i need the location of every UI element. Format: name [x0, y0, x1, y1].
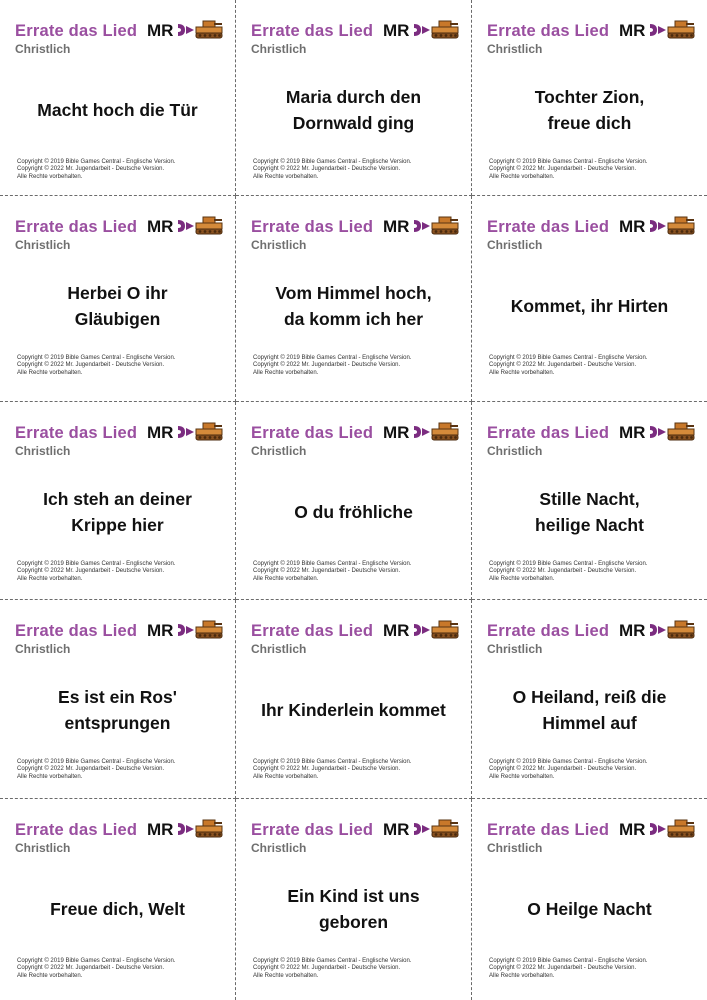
song-title-line: Krippe hier	[71, 515, 164, 535]
copyright-line: Copyright © 2022 Mr. Jugendarbeit - Deutsche Version.	[17, 362, 165, 369]
copyright-line: Copyright © 2022 Mr. Jugendarbeit - Deutsche Version.	[489, 166, 637, 173]
song-title-text	[294, 499, 413, 525]
category-label: Christlich	[251, 444, 307, 458]
mr-logo-icon	[383, 21, 433, 39]
copyright-line: Copyright © 2019 Bible Games Central - Englische Version.	[253, 958, 412, 964]
copyright-line: Copyright © 2019 Bible Games Central - Englische Version.	[489, 759, 648, 765]
copyright-line: Alle Rechte vorbehalten.	[17, 773, 83, 780]
category-label: Christlich	[251, 42, 307, 56]
copyright-line: Alle Rechte vorbehalten.	[17, 972, 83, 979]
song-title-line: Himmel auf	[542, 713, 637, 733]
logo-text: MR	[147, 217, 174, 235]
copyright-line: Copyright © 2022 Mr. Jugendarbeit - Deutsche Version.	[17, 166, 165, 173]
category-label: Christlich	[487, 642, 543, 656]
card-header	[15, 20, 227, 60]
mr-logo-icon	[147, 423, 197, 441]
tank-icon	[195, 818, 223, 838]
category-label: Christlich	[487, 238, 543, 252]
copyright-line: Copyright © 2019 Bible Games Central - Englische Version.	[17, 159, 176, 165]
card-header	[487, 216, 699, 256]
song-title	[236, 266, 471, 346]
song-card	[0, 0, 236, 196]
mr-logo-icon	[619, 820, 669, 838]
game-title: Errate das Lied	[251, 22, 374, 40]
logo-text: MR	[147, 423, 174, 441]
copyright-line: Copyright © 2022 Mr. Jugendarbeit - Deutsche Version.	[253, 166, 401, 173]
copyright-line: Copyright © 2022 Mr. Jugendarbeit - Deutsche Version.	[17, 965, 165, 972]
category-label: Christlich	[15, 42, 71, 56]
game-title: Errate das Lied	[487, 424, 610, 442]
game-title: Errate das Lied	[487, 22, 610, 40]
song-title-text	[275, 280, 431, 332]
song-card	[472, 0, 707, 196]
mr-logo-icon	[383, 423, 433, 441]
card-header	[487, 20, 699, 60]
song-title-line: Herbei O ihr	[67, 283, 168, 303]
copyright-notice	[17, 159, 176, 181]
song-title-line: Dornwald ging	[292, 113, 415, 133]
song-title-line: O Heilge Nacht	[527, 899, 652, 919]
mr-logo-icon	[619, 621, 669, 639]
song-title	[236, 70, 471, 150]
song-title-text	[67, 280, 167, 332]
song-card	[236, 0, 472, 196]
tank-icon	[431, 818, 459, 838]
mr-logo-icon	[147, 217, 197, 235]
song-title-text	[527, 896, 651, 922]
song-title	[472, 266, 707, 346]
tank-icon	[195, 19, 223, 39]
category-label: Christlich	[487, 444, 543, 458]
song-title	[0, 70, 235, 150]
logo-text: MR	[383, 621, 410, 639]
tank-icon	[667, 215, 695, 235]
logo-text: MR	[383, 217, 410, 235]
song-card	[472, 196, 707, 402]
song-title	[472, 869, 707, 949]
game-title: Errate das Lied	[251, 218, 374, 236]
copyright-line: Copyright © 2019 Bible Games Central - Englische Version.	[17, 759, 176, 765]
copyright-notice	[253, 355, 412, 377]
card-header	[251, 422, 463, 462]
tank-icon	[195, 421, 223, 441]
song-title-text	[513, 684, 667, 736]
mr-logo-icon	[619, 21, 669, 39]
copyright-line: Copyright © 2019 Bible Games Central - Englische Version.	[489, 355, 648, 361]
copyright-notice	[489, 958, 648, 980]
song-title-text	[511, 293, 669, 319]
song-title-line: geboren	[318, 912, 389, 932]
card-header	[487, 620, 699, 660]
copyright-line: Copyright © 2019 Bible Games Central - Englische Version.	[489, 958, 648, 964]
game-title: Errate das Lied	[251, 622, 374, 640]
game-title: Errate das Lied	[15, 218, 138, 236]
tank-icon	[431, 421, 459, 441]
mr-logo-icon	[147, 21, 197, 39]
mr-logo-icon	[383, 820, 433, 838]
song-card	[472, 402, 707, 600]
song-card	[236, 196, 472, 402]
copyright-notice	[489, 355, 648, 377]
song-title-line: freue dich	[547, 113, 632, 133]
copyright-notice	[253, 561, 412, 583]
logo-text: MR	[383, 820, 410, 838]
category-label: Christlich	[15, 238, 71, 252]
copyright-line: Copyright © 2019 Bible Games Central - Englische Version.	[17, 355, 176, 361]
song-title-text	[261, 697, 446, 723]
copyright-notice	[489, 561, 648, 583]
copyright-line: Alle Rechte vorbehalten.	[253, 972, 319, 979]
game-title: Errate das Lied	[15, 22, 138, 40]
copyright-line: Copyright © 2022 Mr. Jugendarbeit - Deutsche Version.	[253, 568, 401, 575]
logo-text: MR	[147, 820, 174, 838]
tank-icon	[667, 619, 695, 639]
copyright-line: Copyright © 2022 Mr. Jugendarbeit - Deutsche Version.	[253, 766, 401, 773]
song-title-text	[58, 684, 177, 736]
copyright-line: Copyright © 2019 Bible Games Central - Englische Version.	[253, 759, 412, 765]
song-title-line: Ein Kind ist uns	[287, 886, 420, 906]
copyright-line: Copyright © 2019 Bible Games Central - Englische Version.	[253, 159, 412, 165]
game-title: Errate das Lied	[15, 424, 138, 442]
card-header	[15, 422, 227, 462]
category-label: Christlich	[487, 42, 543, 56]
copyright-line: Copyright © 2019 Bible Games Central - Englische Version.	[17, 561, 176, 567]
copyright-notice	[489, 759, 648, 781]
copyright-line: Alle Rechte vorbehalten.	[17, 173, 83, 180]
song-title-line: Vom Himmel hoch,	[275, 283, 432, 303]
game-title: Errate das Lied	[15, 821, 138, 839]
song-title-line: Ich steh an deiner	[43, 489, 192, 509]
card-header	[251, 620, 463, 660]
copyright-line: Alle Rechte vorbehalten.	[253, 773, 319, 780]
song-title	[472, 472, 707, 552]
copyright-line: Copyright © 2022 Mr. Jugendarbeit - Deutsche Version.	[17, 766, 165, 773]
game-title: Errate das Lied	[487, 622, 610, 640]
mr-logo-icon	[147, 820, 197, 838]
song-card	[472, 799, 707, 1000]
mr-logo-icon	[147, 621, 197, 639]
card-header	[251, 216, 463, 256]
logo-text: MR	[619, 621, 646, 639]
logo-text: MR	[619, 423, 646, 441]
copyright-notice	[253, 759, 412, 781]
copyright-line: Alle Rechte vorbehalten.	[489, 369, 555, 376]
copyright-line: Copyright © 2019 Bible Games Central - Englische Version.	[489, 159, 648, 165]
category-label: Christlich	[251, 238, 307, 252]
tank-icon	[195, 215, 223, 235]
song-card	[0, 799, 236, 1000]
song-title	[472, 670, 707, 750]
song-title	[0, 670, 235, 750]
song-title	[236, 472, 471, 552]
mr-logo-icon	[383, 621, 433, 639]
category-label: Christlich	[487, 841, 543, 855]
category-label: Christlich	[251, 642, 307, 656]
song-title	[236, 869, 471, 949]
song-card	[472, 600, 707, 799]
copyright-line: Alle Rechte vorbehalten.	[253, 369, 319, 376]
tank-icon	[667, 19, 695, 39]
category-label: Christlich	[251, 841, 307, 855]
card-header	[15, 819, 227, 859]
copyright-line: Alle Rechte vorbehalten.	[253, 575, 319, 582]
tank-icon	[667, 421, 695, 441]
game-title: Errate das Lied	[15, 622, 138, 640]
copyright-line: Copyright © 2022 Mr. Jugendarbeit - Deutsche Version.	[489, 766, 637, 773]
tank-icon	[195, 619, 223, 639]
copyright-line: Copyright © 2019 Bible Games Central - Englische Version.	[253, 355, 412, 361]
song-title-line: Es ist ein Ros'	[58, 687, 177, 707]
copyright-line: Alle Rechte vorbehalten.	[17, 369, 83, 376]
song-card	[0, 196, 236, 402]
copyright-notice	[17, 561, 176, 583]
logo-text: MR	[619, 217, 646, 235]
game-title: Errate das Lied	[487, 821, 610, 839]
song-title-text	[50, 896, 185, 922]
song-card	[236, 600, 472, 799]
logo-text: MR	[383, 423, 410, 441]
mr-logo-icon	[619, 423, 669, 441]
copyright-line: Copyright © 2019 Bible Games Central - Englische Version.	[489, 561, 648, 567]
copyright-line: Copyright © 2022 Mr. Jugendarbeit - Deutsche Version.	[489, 568, 637, 575]
song-title-line: Stille Nacht,	[539, 489, 640, 509]
song-title-text	[43, 486, 192, 538]
copyright-line: Alle Rechte vorbehalten.	[489, 173, 555, 180]
song-title	[236, 670, 471, 750]
song-title-text	[535, 486, 644, 538]
copyright-notice	[253, 159, 412, 181]
song-title	[0, 472, 235, 552]
song-title-line: Maria durch den	[285, 87, 422, 107]
song-title-line: Freue dich, Welt	[50, 899, 185, 919]
copyright-notice	[17, 958, 176, 980]
tank-icon	[667, 818, 695, 838]
card-header	[15, 216, 227, 256]
copyright-notice	[17, 355, 176, 377]
song-title-line: da komm ich her	[283, 309, 424, 329]
tank-icon	[431, 19, 459, 39]
song-title-line: O du fröhliche	[294, 502, 413, 522]
copyright-line: Copyright © 2019 Bible Games Central - Englische Version.	[17, 958, 176, 964]
logo-text: MR	[619, 820, 646, 838]
song-title-line: entsprungen	[64, 713, 171, 733]
card-header	[487, 819, 699, 859]
logo-text: MR	[147, 21, 174, 39]
game-title: Errate das Lied	[251, 424, 374, 442]
category-label: Christlich	[15, 841, 71, 855]
copyright-line: Alle Rechte vorbehalten.	[253, 173, 319, 180]
song-title-line: Gläubigen	[74, 309, 161, 329]
card-header	[487, 422, 699, 462]
song-title	[0, 869, 235, 949]
copyright-notice	[253, 958, 412, 980]
copyright-notice	[17, 759, 176, 781]
song-title	[472, 70, 707, 150]
copyright-line: Alle Rechte vorbehalten.	[17, 575, 83, 582]
copyright-line: Alle Rechte vorbehalten.	[489, 773, 555, 780]
copyright-line: Copyright © 2022 Mr. Jugendarbeit - Deutsche Version.	[489, 362, 637, 369]
logo-text: MR	[383, 21, 410, 39]
game-title: Errate das Lied	[487, 218, 610, 236]
card-header	[251, 819, 463, 859]
song-title-line: O Heiland, reiß die	[512, 687, 667, 707]
song-title-text	[535, 84, 645, 136]
copyright-line: Copyright © 2022 Mr. Jugendarbeit - Deutsche Version.	[253, 965, 401, 972]
tank-icon	[431, 215, 459, 235]
card-header	[251, 20, 463, 60]
category-label: Christlich	[15, 642, 71, 656]
mr-logo-icon	[383, 217, 433, 235]
song-card	[236, 402, 472, 600]
category-label: Christlich	[15, 444, 71, 458]
song-title-text	[286, 84, 421, 136]
song-title-line: Tochter Zion,	[534, 87, 645, 107]
logo-text: MR	[619, 21, 646, 39]
copyright-line: Copyright © 2022 Mr. Jugendarbeit - Deutsche Version.	[253, 362, 401, 369]
song-title-line: Macht hoch die Tür	[37, 100, 198, 120]
logo-text: MR	[147, 621, 174, 639]
song-title-line: Ihr Kinderlein kommet	[261, 700, 446, 720]
song-title	[0, 266, 235, 346]
song-card	[0, 402, 236, 600]
song-title-line: heilige Nacht	[535, 515, 644, 535]
song-title-text	[37, 97, 197, 123]
copyright-line: Alle Rechte vorbehalten.	[489, 972, 555, 979]
card-header	[15, 620, 227, 660]
copyright-line: Alle Rechte vorbehalten.	[489, 575, 555, 582]
copyright-notice	[489, 159, 648, 181]
copyright-line: Copyright © 2022 Mr. Jugendarbeit - Deutsche Version.	[17, 568, 165, 575]
copyright-line: Copyright © 2019 Bible Games Central - Englische Version.	[253, 561, 412, 567]
mr-logo-icon	[619, 217, 669, 235]
game-title: Errate das Lied	[251, 821, 374, 839]
song-card	[0, 600, 236, 799]
song-title-text	[287, 883, 419, 935]
song-title-line: Kommet, ihr Hirten	[510, 296, 669, 316]
song-card	[236, 799, 472, 1000]
tank-icon	[431, 619, 459, 639]
copyright-line: Copyright © 2022 Mr. Jugendarbeit - Deutsche Version.	[489, 965, 637, 972]
